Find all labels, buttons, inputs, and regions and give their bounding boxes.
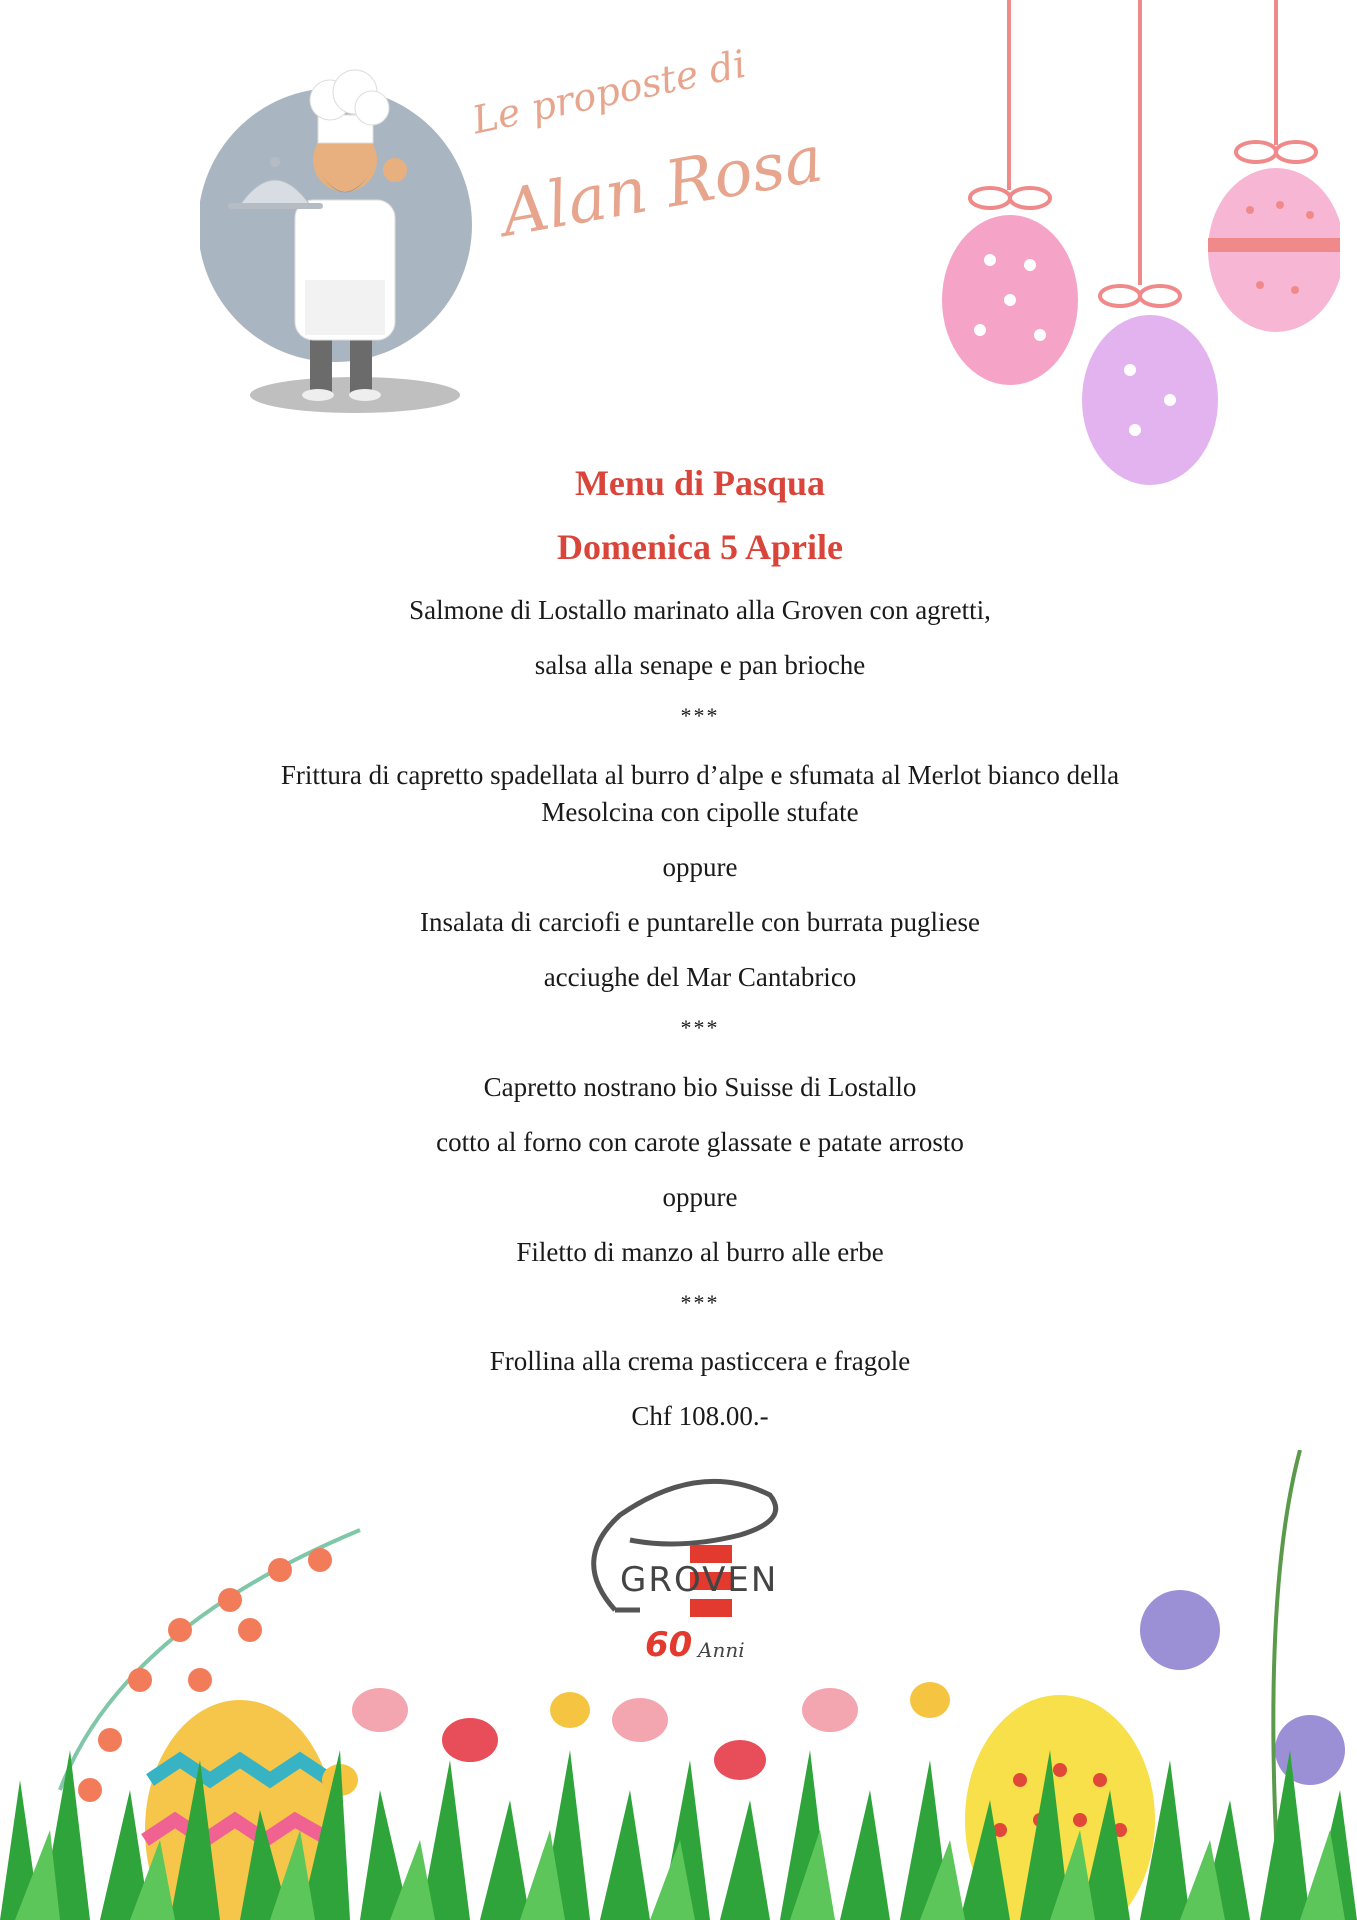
menu-line: Insalata di carciofi e puntarelle con burrata pugliese (420, 907, 980, 937)
menu-line: salsa alla senape e pan brioche (534, 650, 866, 680)
menu-line: oppure (662, 852, 738, 882)
menu-date: Domenica 5 Aprile (557, 527, 843, 567)
menu-line: oppure (662, 1182, 738, 1212)
logo-anniversary-number: 60 (645, 1625, 693, 1665)
chef-illustration (200, 50, 500, 420)
menu-line: Frittura di capretto spadellata al burro d’alpe e sfumata al Merlot bianco della (280, 760, 1120, 790)
spring-flowers-decoration (0, 1450, 1357, 1920)
hanging-eggs-decoration (930, 0, 1340, 490)
course-separator: *** (680, 1015, 720, 1040)
menu-line: Capretto nostrano bio Suisse di Lostallo (483, 1072, 917, 1102)
menu-line: Frollina alla crema pasticcera e fragole (489, 1346, 911, 1376)
menu-line: Filetto di manzo al burro alle erbe (516, 1237, 884, 1267)
menu-line: acciughe del Mar Cantabrico (543, 962, 857, 992)
tagline-script: Le proposte di (468, 41, 750, 143)
logo-brand-text: GROVEN (620, 1560, 779, 1600)
menu-line: Mesolcina con cipolle stufate (541, 797, 859, 827)
menu-title: Menu di Pasqua (574, 463, 826, 503)
course-separator: *** (680, 703, 720, 728)
menu-line: Salmone di Lostallo marinato alla Groven con agretti, (409, 595, 991, 625)
course-separator: *** (680, 1290, 720, 1315)
logo-anniversary-word: Anni (698, 1638, 745, 1662)
menu-line: cotto al forno con carote glassate e patate arrosto (436, 1127, 964, 1157)
chef-name-script: Alan Rosa (496, 122, 829, 252)
menu-price: Chf 108.00.- (631, 1401, 769, 1431)
